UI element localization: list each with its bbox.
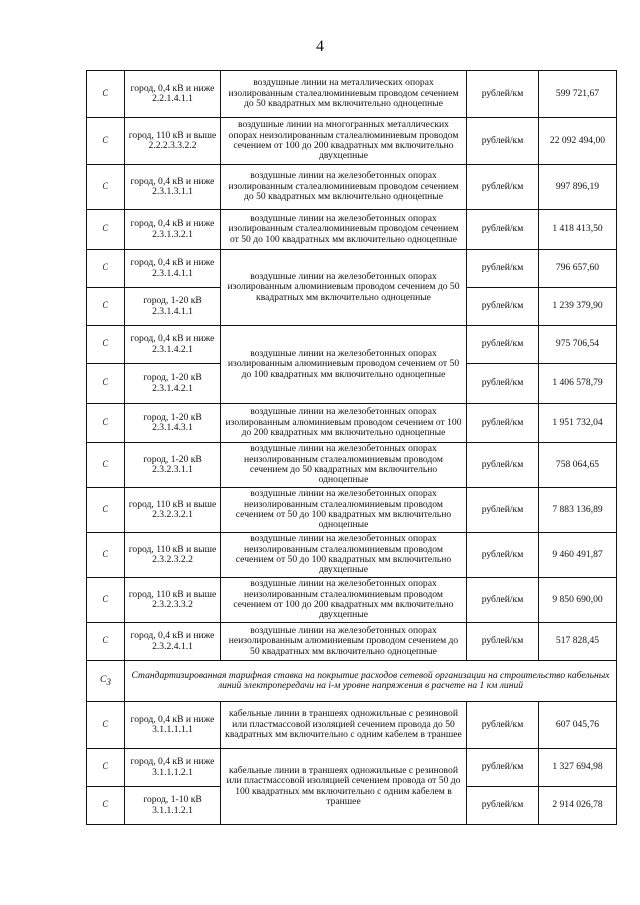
rate-symbol: C [87,288,125,326]
rate-symbol: C [87,118,125,165]
location-code: город, 110 кВ и выше 2.3.2.3.2.2 [125,533,221,578]
rate-value: 1 327 694,98 [539,749,617,787]
line-description: кабельные линии в траншеях одножильные с резиновой или пластмассовой изоляцией сечением провода от 50 до 100 квадратных мм включительно с одним кабелем в траншее [221,749,467,825]
line-description: воздушные линии на железобетонных опорах неизолированным алюминиевым проводом сечением до 50 квадратных мм включительно одноцепные [221,623,467,661]
unit: рублей/км [467,288,539,326]
rate-symbol: C [87,533,125,578]
line-description: кабельные линии в траншеях одножильные с резиновой или пластмассовой изоляцией сечением провода до 50 квадратных мм включительно с одним кабелем в траншее [221,702,467,749]
rate-value: 9 850 690,00 [539,578,617,623]
location-code: город, 110 кВ и выше 2.2.2.3.3.2.2 [125,118,221,165]
table-row [87,533,617,578]
rate-value: 796 657,60 [539,250,617,288]
rate-value: 517 828,45 [539,623,617,661]
tariff-table [86,70,617,825]
rate-symbol: C [87,326,125,364]
rate-value: 22 092 494,00 [539,118,617,165]
rate-value: 997 896,19 [539,165,617,210]
unit: рублей/км [467,623,539,661]
rate-symbol: C [87,787,125,825]
unit: рублей/км [467,326,539,364]
line-description: воздушные линии на железобетонных опорах изолированным алюминиевым проводом сечением от 50 до 100 квадратных мм включительно одноцепные [221,326,467,404]
table-row [87,165,617,210]
unit: рублей/км [467,533,539,578]
rate-symbol: C [87,702,125,749]
table-row [87,326,617,364]
rate-value: 7 883 136,89 [539,488,617,533]
rate-value: 599 721,67 [539,71,617,118]
unit: рублей/км [467,71,539,118]
table-row [87,488,617,533]
line-description: воздушные линии на железобетонных опорах изолированным алюминиевым проводом сечением до 50 квадратных мм включительно одноцепные [221,250,467,326]
section-symbol: $C_3$ [87,661,125,702]
rate-symbol: C [87,749,125,787]
page-number: 4 [316,38,324,55]
location-code: город, 1-20 кВ 2.3.1.4.2.1 [125,364,221,404]
table-row [87,404,617,443]
rate-value: 758 064,65 [539,443,617,488]
rate-symbol: C [87,165,125,210]
rate-symbol: C [87,364,125,404]
unit: рублей/км [467,118,539,165]
rate-symbol: C [87,623,125,661]
rate-value: 607 045,76 [539,702,617,749]
unit: рублей/км [467,210,539,250]
line-description: воздушные линии на железобетонных опорах изолированным алюминиевым проводом сечением от 100 до 200 квадратных мм включительно одноцепные [221,404,467,443]
table-row [87,623,617,661]
line-description: воздушные линии на железобетонных опорах изолированным сталеалюминиевым проводом сечением от 50 до 100 квадратных мм включительно одноцепные [221,210,467,250]
rate-symbol: C [87,71,125,118]
unit: рублей/км [467,404,539,443]
rate-value: 9 460 491,87 [539,533,617,578]
location-code: город, 0,4 кВ и ниже 3.1.1.1.1.1 [125,702,221,749]
rate-value: 1 239 379,90 [539,288,617,326]
line-description: воздушные линии на железобетонных опорах неизолированным сталеалюминиевым проводом сечением от 100 до 200 квадратных мм включительно двухцепные [221,578,467,623]
table-row [87,210,617,250]
location-code: город, 0,4 кВ и ниже 2.3.1.4.1.1 [125,250,221,288]
location-code: город, 0,4 кВ и ниже 2.2.1.4.1.1 [125,71,221,118]
table-row [87,749,617,787]
line-description: воздушные линии на многогранных металлических опорах неизолированным сталеалюминиевым проводом сечением от 100 до 200 квадратных мм включительно двухцепные [221,118,467,165]
unit: рублей/км [467,488,539,533]
unit: рублей/км [467,250,539,288]
unit: рублей/км [467,364,539,404]
location-code: город, 110 кВ и выше 2.3.2.3.3.2 [125,578,221,623]
unit: рублей/км [467,443,539,488]
rate-symbol: C [87,210,125,250]
rate-value: 1 418 413,50 [539,210,617,250]
location-code: город, 0,4 кВ и ниже 2.3.2.4.1.1 [125,623,221,661]
section-title: Стандартизированная тарифная ставка на покрытие расходов сетевой организации на строительство кабельных линий электропередачи на i-м уровне напряжения в расчете на 1 км линий [125,661,617,702]
tariff-table-body [87,71,617,825]
unit: рублей/км [467,578,539,623]
rate-value: 1 951 732,04 [539,404,617,443]
table-row [87,118,617,165]
location-code: город, 1-20 кВ 2.3.2.3.1.1 [125,443,221,488]
rate-value: 1 406 578,79 [539,364,617,404]
line-description: воздушные линии на железобетонных опорах изолированным сталеалюминиевым проводом сечением до 50 квадратных мм включительно одноцепные [221,165,467,210]
table-row [87,250,617,288]
rate-symbol: C [87,488,125,533]
location-code: город, 1-20 кВ 2.3.1.4.3.1 [125,404,221,443]
line-description: воздушные линии на металлических опорах изолированным сталеалюминиевым проводом сечением до 50 квадратных мм включительно одноцепные [221,71,467,118]
table-row [87,71,617,118]
location-code: город, 0,4 кВ и ниже 2.3.1.3.2.1 [125,210,221,250]
rate-symbol: C [87,443,125,488]
table-row [87,443,617,488]
rate-value: 975 706,54 [539,326,617,364]
rate-symbol: C [87,250,125,288]
rate-value: 2 914 026,78 [539,787,617,825]
location-code: город, 0,4 кВ и ниже 3.1.1.1.2.1 [125,749,221,787]
line-description: воздушные линии на железобетонных опорах неизолированным сталеалюминиевым проводом сечением от 50 до 100 квадратных мм включительно двухцепные [221,533,467,578]
unit: рублей/км [467,787,539,825]
unit: рублей/км [467,165,539,210]
line-description: воздушные линии на железобетонных опорах неизолированным сталеалюминиевым проводом сечением от 50 до 100 квадратных мм включительно одноцепные [221,488,467,533]
rate-symbol: C [87,578,125,623]
unit: рублей/км [467,702,539,749]
unit: рублей/км [467,749,539,787]
location-code: город, 1-10 кВ 3.1.1.1.2.1 [125,787,221,825]
line-description: воздушные линии на железобетонных опорах неизолированным сталеалюминиевым проводом сечением до 50 квадратных мм включительно одноцепные [221,443,467,488]
table-row [87,578,617,623]
rate-symbol: C [87,404,125,443]
location-code: город, 110 кВ и выше 2.3.2.3.2.1 [125,488,221,533]
location-code: город, 1-20 кВ 2.3.1.4.1.1 [125,288,221,326]
location-code: город, 0,4 кВ и ниже 2.3.1.4.2.1 [125,326,221,364]
location-code: город, 0,4 кВ и ниже 2.3.1.3.1.1 [125,165,221,210]
section-header-row [87,661,617,702]
table-row [87,702,617,749]
